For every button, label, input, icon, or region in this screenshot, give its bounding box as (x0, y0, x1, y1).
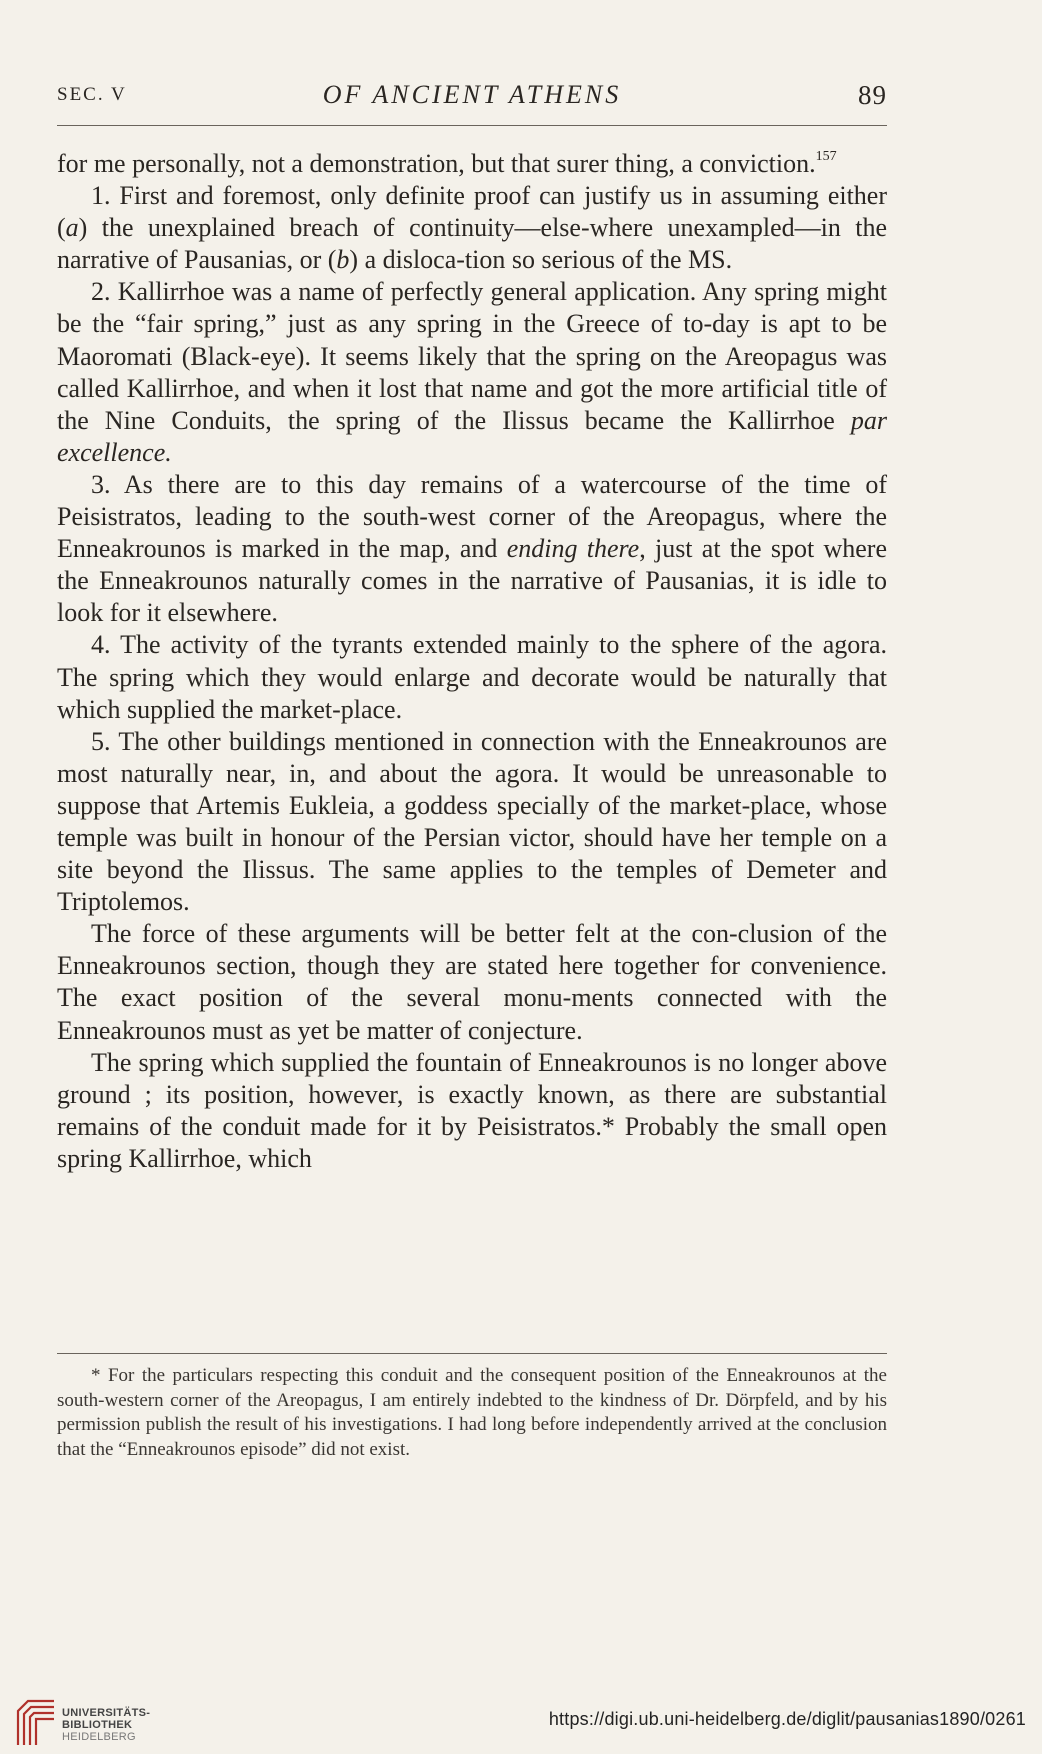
permalink-url[interactable]: https://digi.ub.uni-heidelberg.de/diglit/pausanias1890/0261 (548, 1709, 1026, 1729)
running-title: OF ANCIENT ATHENS (322, 80, 622, 109)
footnote: * For the particulars respecting this conduit and the consequent position of the Enneakrounos at the south-western corner of the Areopagus, I am entirely indebted to the kindness of Dr. Dörpfeld, and by his permission publish the result of his investigations. I had long before independently arrived at the conclusion that the “Enneakrounos episode” did not exist. (57, 1365, 887, 1460)
library-name: UNIVERSITÄTS- BIBLIOTHEK HEIDELBERG (62, 1707, 151, 1743)
paragraph-argument-3: 3. As there are to this day remains of a watercourse of the time of Peisistratos, leading to the south-west corner of the Areopagus, where the Enneakrounos is marked in the map, and ending there, just at the spot where the Enneakrounos naturally comes in the narrative of Pausanias, it is idle to look for it elsewhere. (57, 469, 887, 628)
running-header (57, 80, 887, 114)
paragraph-argument-4: 4. The activity of the tyrants extended mainly to the sphere of the agora. The spring which they would enlarge and decorate would be naturally that which supplied the market-place. (57, 630, 887, 724)
paragraph-continuation: for me personally, not a demonstration, but that surer thing, a conviction.$^{157}$ (57, 149, 837, 178)
paragraph-spring: The spring which supplied the fountain of Enneakrounos is no longer above ground ; its position, however, is exactly known, as there are substantial remains of the conduit made for it by Peisistratos.* Probably the small open spring Kallirrhoe, which (57, 1047, 887, 1173)
header-rule (57, 125, 887, 126)
library-logo-icon (14, 1697, 58, 1747)
digitization-footer (0, 1693, 1042, 1754)
main-text (57, 148, 887, 1175)
footnote-rule (57, 1353, 887, 1354)
paragraph-argument-2: 2. Kallirrhoe was a name of perfectly general application. Any spring might be the “fair spring,” just as any spring in the Greece of to-day is apt to be Maoromati (Black-eye). It seems likely that the spring on the Areopagus was called Kallirrhoe, and when it lost that name and got the more artificial title of the Nine Conduits, the spring of the Ilissus became the Kallirrhoe par excellence. (57, 277, 887, 467)
paragraph-argument-1: 1. First and foremost, only definite proof can justify us in assuming either (a) the unexplained breach of continuity—else-where unexampled—in the narrative of Pausanias, or (b) a disloca-tion so serious of the MS. (57, 181, 887, 275)
paragraph-argument-5: 5. The other buildings mentioned in connection with the Enneakrounos are most naturally near, in, and about the agora. It would be unreasonable to suppose that Artemis Eukleia, a goddess specially of the market-place, whose temple was built in honour of the Persian victor, should have her temple on a site beyond the Ilissus. The same applies to the temples of Demeter and Triptolemos. (57, 726, 887, 917)
paragraph-conclusion: The force of these arguments will be better felt at the con-clusion of the Enneakrounos section, though they are stated here together for convenience. The exact position of the several monu-ments connected with the Enneakrounos must as yet be matter of conjecture. (57, 919, 887, 1045)
page-number: 89 (858, 80, 887, 110)
note-reference: 157 (815, 149, 837, 164)
section-label: SEC. V (57, 84, 127, 105)
